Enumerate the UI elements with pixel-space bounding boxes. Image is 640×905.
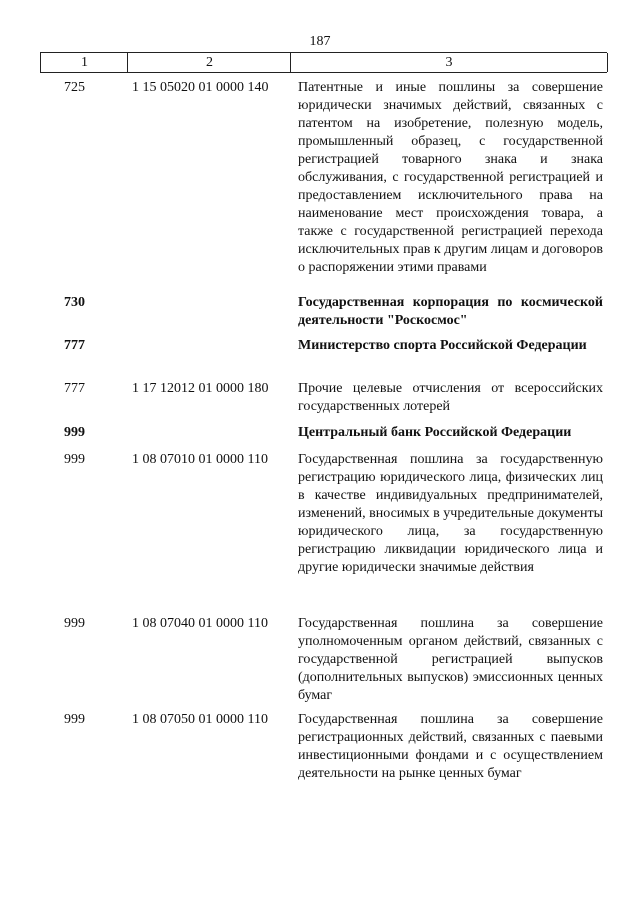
row-number: 777 [64,338,85,353]
budget-code: 1 08 07010 01 0000 110 [132,452,268,467]
row-description: Государственная пошлина за государственную регистрацию юридического лица, физических лиц в качестве индивидуальных предпринимателей, изменений, вносимых в учредительные документы юридического лица, за государственную регистрацию ликвидации юридического лица и другие юридически значимые действия [298,452,603,575]
budget-code: 1 08 07040 01 0000 110 [132,616,268,631]
budget-code: 1 15 05020 01 0000 140 [132,80,269,95]
row-number: 999 [64,452,85,467]
row-number: 999 [64,712,85,727]
row-number: 999 [64,616,85,631]
column-header-2: 2 [127,53,291,72]
row-number: 725 [64,80,85,95]
column-header-3: 3 [290,53,608,72]
row-description: Прочие целевые отчисления от всероссийских государственных лотерей [298,381,603,414]
budget-code: 1 17 12012 01 0000 180 [132,381,269,396]
row-number: 777 [64,381,85,396]
table-header [40,52,607,73]
row-description: Патентные и иные пошлины за совершение юридически значимых действий, связанных с патентом на изобретение, полезную модель, промышленный образец, с государственной регистрацией товарного знака и знака обслуживания, с государственной регистрацией и предоставлением исключительного права на наименование мест происхождения товара, а также с государственной регистрацией перехода исключительных прав к другим лицам и договоров о распоряжении этими правами [298,80,603,275]
row-description: Государственная пошлина за совершение уполномоченным органом действий, связанных с государственной регистрацией выпусков (дополнительных выпусков) эмиссионных ценных бумаг [298,616,603,703]
row-number: 999 [64,425,85,440]
budget-code: 1 08 07050 01 0000 110 [132,712,268,727]
row-description: Центральный банк Российской Федерации [298,425,572,440]
row-description: Государственная пошлина за совершение регистрационных действий, связанных с паевыми инвестиционными фондами и с осуществлением деятельности на рынке ценных бумаг [298,712,603,781]
row-description: Государственная корпорация по космической деятельности "Роскосмос" [298,295,603,328]
page-number: 187 [309,34,331,49]
row-number: 730 [64,295,85,310]
row-description: Министерство спорта Российской Федерации [298,338,587,353]
column-header-1: 1 [40,53,128,72]
